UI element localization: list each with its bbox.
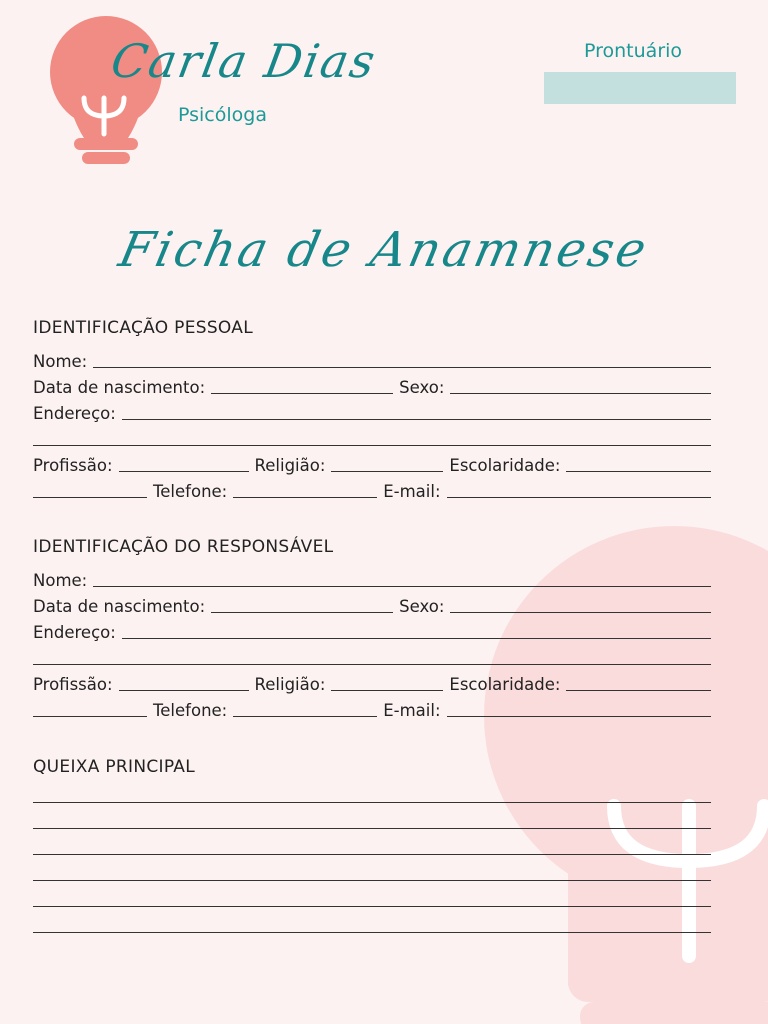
responsavel-nascimento-row (33, 597, 711, 617)
email-label: E-mail: (383, 701, 441, 720)
queixa-field-4[interactable] (33, 878, 711, 881)
nome-label: Nome: (33, 571, 88, 590)
queixa-line[interactable] (33, 917, 711, 937)
sexo-field[interactable] (450, 391, 711, 394)
escolaridade-label: Escolaridade: (449, 675, 561, 694)
escolaridade-field-2[interactable] (33, 714, 147, 717)
religiao-field[interactable] (331, 469, 443, 472)
data-nascimento-label: Data de nascimento: (33, 378, 206, 397)
responsavel-contato-row (33, 701, 711, 721)
telefone-label: Telefone: (153, 701, 228, 720)
sexo-label: Sexo: (399, 378, 445, 397)
data-nascimento-field[interactable] (211, 610, 393, 613)
email-label: E-mail: (383, 482, 441, 501)
escolaridade-field[interactable] (566, 688, 711, 691)
queixa-line[interactable] (33, 865, 711, 885)
queixa-field-1[interactable] (33, 800, 711, 803)
sexo-field[interactable] (450, 610, 711, 613)
queixa-line[interactable] (33, 891, 711, 911)
escolaridade-field[interactable] (566, 469, 711, 472)
nome-label: Nome: (33, 352, 88, 371)
responsavel-endereco-continuation (33, 649, 711, 669)
queixa-field-5[interactable] (33, 904, 711, 907)
endereco-field-2[interactable] (33, 662, 711, 665)
brand-name: Carla Dias (107, 34, 381, 88)
profissao-field[interactable] (119, 469, 249, 472)
nome-field[interactable] (93, 365, 711, 368)
nome-field[interactable] (93, 584, 711, 587)
responsavel-nome-row (33, 571, 711, 591)
telefone-field[interactable] (233, 495, 377, 498)
queixa-field-3[interactable] (33, 852, 711, 855)
telefone-label: Telefone: (153, 482, 228, 501)
religiao-label: Religião: (254, 456, 326, 475)
profissao-label: Profissão: (33, 675, 113, 694)
sexo-label: Sexo: (399, 597, 445, 616)
email-field[interactable] (447, 495, 711, 498)
religiao-label: Religião: (254, 675, 326, 694)
document-title: Ficha de Anamnese (114, 222, 654, 278)
section-title-responsavel: IDENTIFICAÇÃO DO RESPONSÁVEL (33, 537, 334, 557)
pessoal-endereco-row (33, 404, 711, 424)
data-nascimento-label: Data de nascimento: (33, 597, 206, 616)
email-field[interactable] (447, 714, 711, 717)
prontuario-label: Prontuário (584, 40, 683, 62)
endereco-field[interactable] (122, 417, 711, 420)
endereco-field-2[interactable] (33, 443, 711, 446)
brand-role: Psicóloga (178, 104, 267, 126)
endereco-label: Endereço: (33, 404, 116, 423)
section-title-pessoal: IDENTIFICAÇÃO PESSOAL (33, 318, 253, 338)
responsavel-profissao-row (33, 675, 711, 695)
escolaridade-field-2[interactable] (33, 495, 147, 498)
queixa-line[interactable] (33, 813, 711, 833)
section-title-queixa: QUEIXA PRINCIPAL (33, 757, 195, 777)
queixa-line[interactable] (33, 839, 711, 859)
pessoal-profissao-row (33, 456, 711, 476)
profissao-field[interactable] (119, 688, 249, 691)
telefone-field[interactable] (233, 714, 377, 717)
escolaridade-label: Escolaridade: (449, 456, 561, 475)
prontuario-field[interactable] (544, 72, 736, 104)
pessoal-endereco-continuation (33, 430, 711, 450)
religiao-field[interactable] (331, 688, 443, 691)
background-lightbulb-icon (484, 516, 768, 1024)
queixa-field-2[interactable] (33, 826, 711, 829)
queixa-field-6[interactable] (33, 930, 711, 933)
pessoal-contato-row (33, 482, 711, 502)
endereco-label: Endereço: (33, 623, 116, 642)
responsavel-endereco-row (33, 623, 711, 643)
endereco-field[interactable] (122, 636, 711, 639)
pessoal-nascimento-row (33, 378, 711, 398)
data-nascimento-field[interactable] (211, 391, 393, 394)
profissao-label: Profissão: (33, 456, 113, 475)
queixa-line[interactable] (33, 787, 711, 807)
pessoal-nome-row (33, 352, 711, 372)
